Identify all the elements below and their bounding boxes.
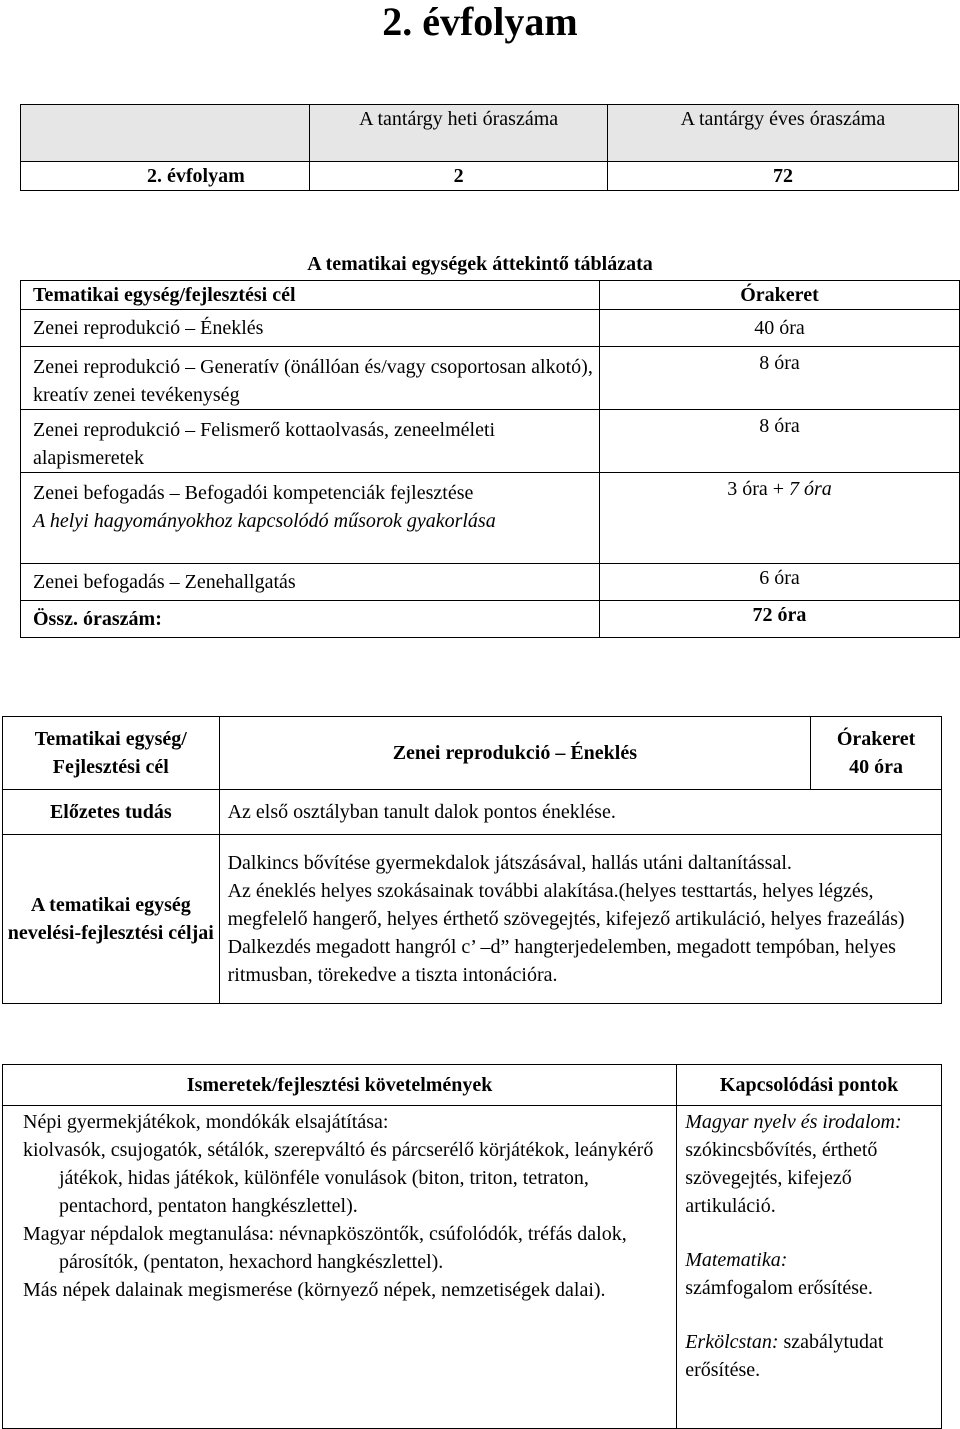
overview-hours: 8 óra: [600, 347, 960, 410]
goal-item: Az éneklés helyes szokásainak további alakítása.(helyes testtartás, helyes légzés, megfelelő hangerő, helyes érthető szövegejtés, kifejező artikuláció, helyes frazeálás): [227, 880, 905, 930]
hours-yearly-value: 72: [607, 162, 958, 191]
overview-unit-main: Zenei befogadás – Befogadói kompetenciák fejlesztése: [33, 482, 474, 504]
link-item: [685, 1328, 937, 1384]
goal-item: Dalkincs bővítése gyermekdalok játszásával, hallás utáni daltanítással.: [227, 852, 792, 874]
link-item: [685, 1108, 937, 1220]
prior-knowledge-label: Előzetes tudás: [3, 790, 220, 835]
goal-item: Dalkezdés megadott hangról c’ –d” hangterjedelemben, megadott tempóban, helyes ritmusban, törekedve a tiszta intonációra.: [227, 936, 896, 986]
hours-row-label: 2. évfolyam: [21, 162, 310, 191]
unit-hours-value: 40 óra: [849, 756, 904, 778]
overview-hours: 40 óra: [600, 310, 960, 347]
requirements-header: Ismeretek/fejlesztési követelmények: [3, 1065, 677, 1106]
link-text: szókincsbővítés, érthető szövegejtés, kifejező artikuláció.: [685, 1139, 878, 1217]
requirement-line: kiolvasók, csujogatók, sétálók, szerepváltó és párcserélő körjátékok, leánykérő játékok, hidas játékok, különféle vonulások (biton, triton, tetraton, pentachord, pentaton hangkészlettel).: [23, 1139, 654, 1217]
overview-row: [21, 310, 960, 347]
links-body: [677, 1106, 942, 1429]
overview-total-row: [21, 601, 960, 638]
overview-unit: Zenei reprodukció – Generatív (önállóan és/vagy csoportosan alkotó), kreatív zenei tevékenység: [21, 347, 600, 410]
overview-unit-italic: A helyi hagyományokhoz kapcsolódó műsorok gyakorlása: [33, 510, 496, 532]
requirement-line: Népi gyermekjátékok, mondókák elsajátítása:: [23, 1111, 389, 1133]
overview-unit: [21, 473, 600, 564]
overview-hours: 6 óra: [600, 564, 960, 601]
overview-hours: [600, 473, 960, 564]
hours-yearly-header: A tantárgy éves óraszáma: [607, 105, 958, 162]
prior-knowledge-text: Az első osztályban tanult dalok pontos éneklése.: [219, 790, 941, 835]
overview-hours-italic: 7 óra: [789, 478, 832, 500]
link-subject: Matematika:: [685, 1249, 788, 1271]
hours-table: [20, 104, 959, 191]
overview-unit: Zenei befogadás – Zenehallgatás: [21, 564, 600, 601]
overview-row: [21, 564, 960, 601]
overview-row: [21, 347, 960, 410]
link-subject: Magyar nyelv és irodalom:: [685, 1111, 902, 1133]
link-text: számfogalom erősítése.: [685, 1277, 873, 1299]
overview-total-label: Össz. óraszám:: [21, 601, 600, 638]
page-title: 2. évfolyam: [382, 0, 578, 44]
requirement-line: Más népek dalainak megismerése (környező népek, nemzetiségek dalai).: [23, 1279, 606, 1301]
overview-row: [21, 410, 960, 473]
link-item: [685, 1246, 937, 1302]
link-subject: Erkölcstan:: [685, 1331, 779, 1353]
overview-hours-main: 3 óra +: [727, 478, 790, 500]
requirements-body: [3, 1106, 677, 1429]
unit-name: Zenei reprodukció – Éneklés: [219, 717, 811, 790]
overview-unit: Zenei reprodukció – Felismerő kottaolvasás, zeneelméleti alapismeretek: [21, 410, 600, 473]
overview-total-hours: 72 óra: [600, 601, 960, 638]
unit-hours-label: Órakeret: [836, 728, 916, 750]
overview-table: [20, 280, 960, 638]
unit-table: [2, 716, 942, 1004]
goals-text: [219, 835, 941, 1004]
overview-hours: 8 óra: [600, 410, 960, 473]
link-text: szabálytudat erősítése.: [685, 1331, 884, 1381]
hours-weekly-value: 2: [310, 162, 607, 191]
goals-label: A tematikai egység nevelési-fejlesztési céljai: [3, 835, 220, 1004]
hours-col1-header: [21, 105, 310, 162]
unit-label: Tematikai egység/ Fejlesztési cél: [3, 717, 220, 790]
requirement-line: Magyar népdalok megtanulása: névnapköszöntők, csúfolódók, tréfás dalok, párosítók, (pentaton, hexachord hangkészlettel).: [23, 1223, 627, 1273]
requirements-table: [2, 1064, 942, 1429]
overview-row: [21, 473, 960, 564]
unit-hours: [811, 717, 942, 790]
hours-weekly-header: A tantárgy heti óraszáma: [310, 105, 607, 162]
overview-unit: Zenei reprodukció – Éneklés: [21, 310, 600, 347]
overview-header-hours: Órakeret: [600, 281, 960, 310]
overview-caption: A tematikai egységek áttekintő táblázata: [307, 253, 653, 275]
overview-header-unit: Tematikai egység/fejlesztési cél: [21, 281, 600, 310]
links-header: Kapcsolódási pontok: [677, 1065, 942, 1106]
